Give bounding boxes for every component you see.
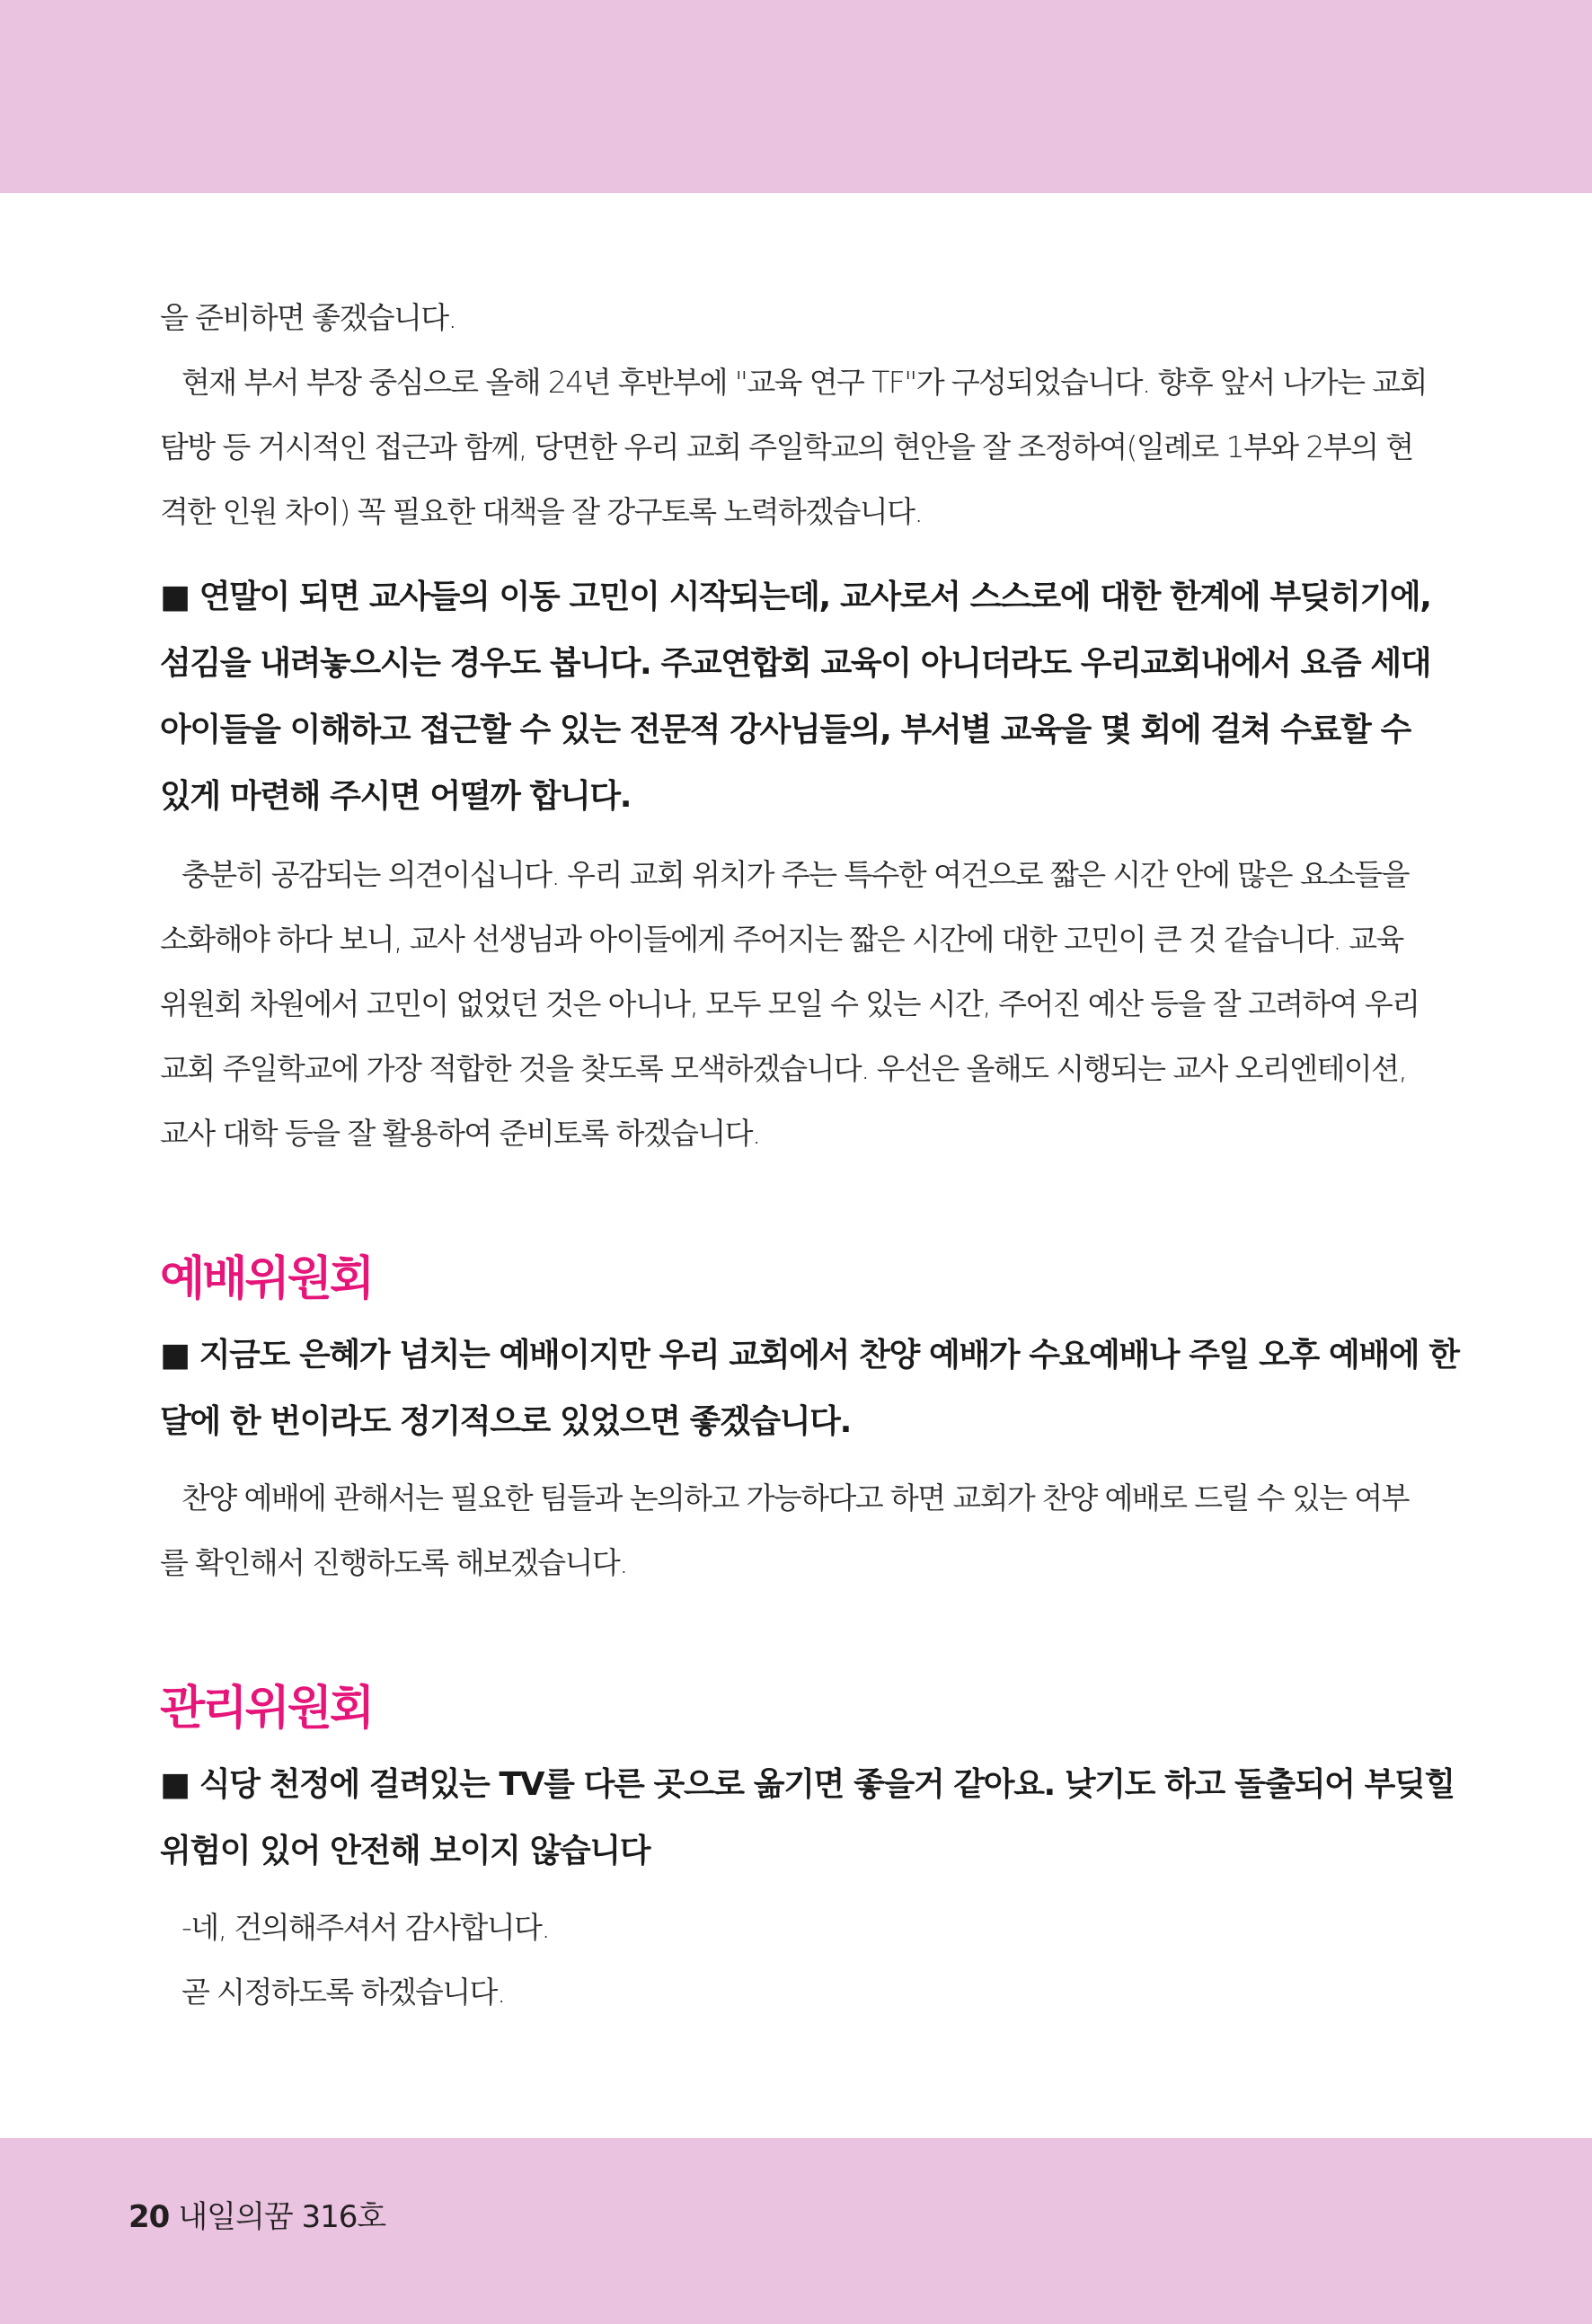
answer-teacher-training (160, 843, 1436, 1166)
answer-line: 를 확인해서 진행하도록 해보겠습니다. (160, 1545, 628, 1580)
question-teacher-training (160, 564, 1436, 830)
question-line: ■ 식당 천정에 걸려있는 TV를 다른 곳으로 옮기면 좋을거 같아요. 낮기도 하고 돌출되어 부딪힐 (160, 1766, 1455, 1803)
question-line: 위험이 있어 안전해 보이지 않습니다 (160, 1833, 650, 1869)
question-line: 아이들을 이해하고 접근할 수 있는 전문적 강사님들의, 부서별 교육을 몇 회에 걸쳐 수료할 수 (160, 711, 1411, 748)
question-line: ■ 지금도 은혜가 넘치는 예배이지만 우리 교회에서 찬양 예배가 수요예배나 주일 오후 예배에 한 (160, 1337, 1459, 1374)
question-line: ■ 연말이 되면 교사들의 이동 고민이 시작되는데, 교사로서 스스로에 대한 한계에 부딪히기에, (160, 579, 1431, 615)
intro-paragraph (160, 286, 1436, 544)
answer-line: 소화해야 하다 보니, 교사 선생님과 아이들에게 주어지는 짧은 시간에 대한 고민이 큰 것 같습니다. 교육 (160, 922, 1403, 957)
answer-line: -네, 건의해주셔서 감사합니다. (181, 1910, 550, 1945)
question-line: 있게 마련해 주시면 어떨까 합니다. (160, 778, 632, 815)
header-band (0, 0, 1592, 193)
answer-praise-worship (160, 1466, 1436, 1595)
page-number: 20 (128, 2199, 170, 2235)
question-praise-worship (160, 1322, 1459, 1455)
intro-line: 현재 부서 부장 중심으로 올해 24년 후반부에 "교육 연구 TF"가 구성되었습니다. 향후 앞서 나가는 교회 (181, 365, 1427, 400)
answer-line: 교사 대학 등을 잘 활용하여 준비토록 하겠습니다. (160, 1116, 760, 1151)
answer-cafeteria-tv (160, 1895, 1436, 2025)
page-content (160, 286, 1459, 2025)
answer-line: 위원회 차원에서 고민이 없었던 것은 아니나, 모두 모일 수 있는 시간, 주어진 예산 등을 잘 고려하여 우리 (160, 986, 1420, 1021)
intro-line: 탐방 등 거시적인 접근과 함께, 당면한 우리 교회 주일학교의 현안을 잘 조정하여(일례로 1부와 2부의 현 (160, 429, 1413, 464)
intro-line: 을 준비하면 좋겠습니다. (160, 300, 456, 335)
question-line: 달에 한 번이라도 정기적으로 있었으면 좋겠습니다. (160, 1403, 851, 1440)
question-cafeteria-tv (160, 1752, 1455, 1885)
section-title-management: 관리위원회 (160, 1682, 373, 1736)
answer-line: 교회 주일학교에 가장 적합한 것을 찾도록 모색하겠습니다. 우선은 올해도 시행되는 교사 오리엔테이션, (160, 1051, 1407, 1086)
answer-line: 곧 시정하도록 하겠습니다. (181, 1975, 505, 2010)
answer-line: 충분히 공감되는 의견이십니다. 우리 교회 위치가 주는 특수한 여건으로 짧은 시간 안에 많은 요소들을 (181, 857, 1409, 892)
answer-line: 찬양 예배에 관해서는 필요한 팀들과 논의하고 가능하다고 하면 교회가 찬양 예배로 드릴 수 있는 여부 (181, 1480, 1409, 1515)
intro-line: 격한 인원 차이) 꼭 필요한 대책을 잘 강구토록 노력하겠습니다. (160, 494, 923, 529)
page-footer (128, 2192, 385, 2236)
publication-name: 내일의꿈 316호 (178, 2199, 386, 2235)
question-line: 섬김을 내려놓으시는 경우도 봅니다. 주교연합회 교육이 아니더라도 우리교회내에서 요즘 세대 (160, 645, 1431, 682)
section-title-worship: 예배위원회 (160, 1252, 373, 1306)
